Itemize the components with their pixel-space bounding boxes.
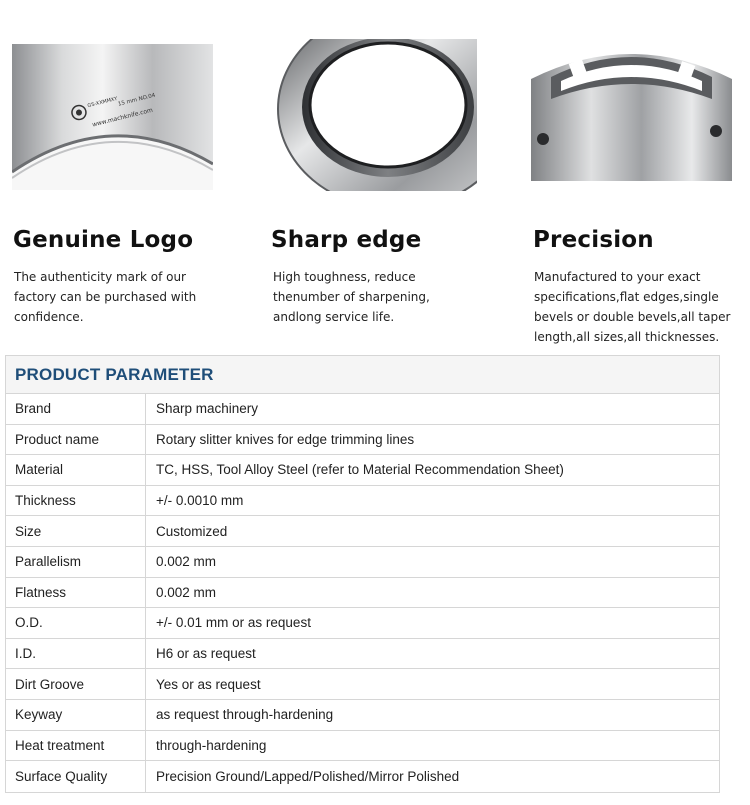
bolt-hole-right-icon	[710, 125, 722, 137]
table-row	[6, 547, 719, 578]
table-row	[6, 731, 719, 762]
param-value: Sharp machinery	[156, 401, 259, 417]
table-row	[6, 761, 719, 792]
table-row	[6, 455, 719, 486]
table-row	[6, 486, 719, 517]
param-label: Dirt Groove	[6, 669, 146, 699]
desc-line: andlong service life.	[273, 310, 395, 324]
sharp-ring-image	[276, 39, 477, 191]
param-value: +/- 0.01 mm or as request	[156, 615, 311, 631]
precision-ring-image	[531, 39, 732, 191]
table-row	[6, 394, 719, 425]
param-value: 0.002 mm	[156, 584, 217, 600]
product-parameter-heading: PRODUCT PARAMETER	[6, 356, 719, 394]
param-value: Precision Ground/Lapped/Polished/Mirror Polished	[156, 768, 460, 784]
table-row	[6, 425, 719, 456]
blade-logo-image	[12, 44, 213, 190]
desc-line: thenumber of sharpening,	[273, 290, 430, 304]
feature-desc-precision	[534, 267, 730, 347]
param-label: Product name	[6, 425, 146, 455]
param-value: +/- 0.0010 mm	[156, 493, 244, 509]
param-label: Material	[6, 455, 146, 485]
param-value: Rotary slitter knives for edge trimming lines	[156, 431, 415, 447]
table-row	[6, 516, 719, 547]
logo-site-text: www.machknife.com	[91, 106, 154, 129]
desc-line: Manufactured to your exact	[534, 270, 701, 284]
param-value: Yes or as request	[156, 676, 261, 692]
feature-desc-genuine-logo	[14, 267, 196, 327]
logo-thickness-text: 15 mm NO.04	[117, 92, 157, 108]
desc-line: The authenticity mark of our	[14, 270, 186, 284]
table-row	[6, 608, 719, 639]
param-label: O.D.	[6, 608, 146, 638]
param-value: 0.002 mm	[156, 554, 217, 570]
table-row	[6, 700, 719, 731]
param-label: Size	[6, 516, 146, 546]
param-label: Parallelism	[6, 547, 146, 577]
table-row	[6, 639, 719, 670]
param-label: Brand	[6, 394, 146, 424]
param-label: Keyway	[6, 700, 146, 730]
desc-line: confidence.	[14, 310, 84, 324]
desc-line: length,all sizes,all thicknesses.	[534, 330, 720, 344]
param-label: Flatness	[6, 578, 146, 608]
param-value: through-hardening	[156, 737, 267, 753]
param-label: Heat treatment	[6, 731, 146, 761]
logo-code-text: GS-XXMMXY	[86, 95, 119, 110]
desc-line: factory can be purchased with	[14, 290, 197, 304]
param-label: Thickness	[6, 486, 146, 516]
desc-line: bevels or double bevels,all taper	[534, 310, 731, 324]
desc-line: specifications,flat edges,single	[534, 290, 719, 304]
product-parameter-table	[5, 355, 720, 793]
feature-title-sharp-edge: Sharp edge	[271, 227, 422, 253]
feature-title-precision: Precision	[533, 227, 654, 253]
bolt-hole-left-icon	[537, 133, 549, 145]
param-value: as request through-hardening	[156, 707, 334, 723]
table-row	[6, 578, 719, 609]
param-value: TC, HSS, Tool Alloy Steel (refer to Material Recommendation Sheet)	[156, 462, 564, 478]
table-row	[6, 669, 719, 700]
feature-desc-sharp-edge	[273, 267, 430, 327]
param-label: I.D.	[6, 639, 146, 669]
param-label: Surface Quality	[6, 761, 146, 792]
desc-line: High toughness, reduce	[273, 270, 416, 284]
param-value: Customized	[156, 523, 228, 539]
feature-title-genuine-logo: Genuine Logo	[13, 227, 194, 253]
param-value: H6 or as request	[156, 646, 256, 662]
